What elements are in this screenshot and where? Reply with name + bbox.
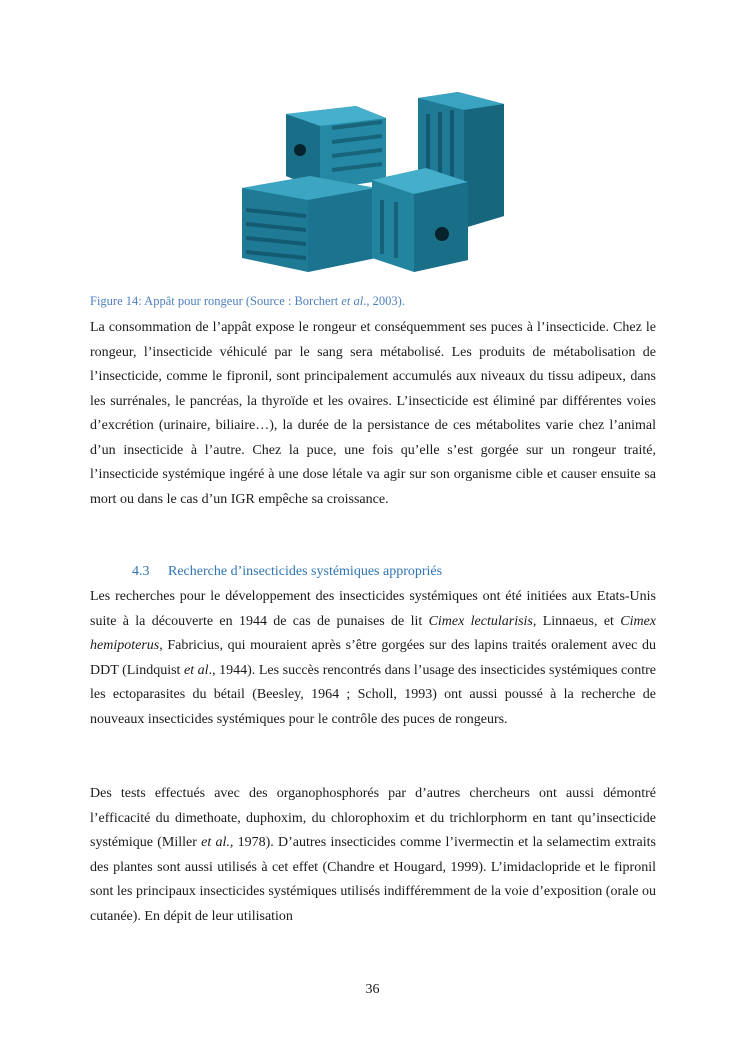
rodent-bait-blocks-image (236, 88, 508, 274)
caption-text: Figure 14: Appât pour rongeur (Source : Borchert (90, 294, 342, 308)
bait-block-back-left (286, 106, 386, 190)
species-name: Cimex hemipoterus (90, 613, 657, 653)
section-number: 4.3 (132, 564, 150, 579)
paragraph-3: Des tests effectués avec des organophosphorés par d’autres chercheurs ont aussi démontré l’efficacité du dimethoate, duphoxim, du chlorophoxim et du trichlorphorm en tant qu’insecticide systémique (Miller et al., 1978). D’autres insecticides comme l’ivermectin et la selamectim extraits des plantes sont aussi utilisés à cet effet (Chandre et Hougard, 1999). L’imidaclopride et le fipronil sont les principaux insecticides systémiques utilisés indifféremment de la voie d’exposition (orale ou cutanée). En dépit de leur utilisation (90, 786, 656, 924)
caption-text-end: ., 2003). (363, 294, 405, 308)
page-number: 36 (365, 982, 380, 997)
citation-italic: et al., (201, 835, 234, 850)
section-title: Recherche d’insecticides systémiques appropriés (168, 564, 443, 579)
citation-italic: et al (184, 662, 209, 678)
bait-block-front-left (242, 176, 376, 272)
species-name: Cimex lectularisis (428, 613, 533, 629)
paragraph-2: Les recherches pour le développement des insecticides systémiques ont été initiées aux Etats-Unis suite à la découverte en 1944 de cas de punaises de lit Cimex lectularisis, Linnaeus, et Cimex hemipoterus, Fabricius, qui mouraient après s’être gorgées sur des lapins traités oralement avec du DDT (Lindquist et al., 1944). Les succès rencontrés dans l’usage des insecticides systémiques contre les ectoparasites du bétail (Beesley, 1964 ; Scholl, 1993) ont aussi poussé à la recherche de nouveaux insecticides systémiques pour le contrôle des puces de rongeurs. (90, 589, 657, 727)
bait-block-front-right (372, 168, 468, 272)
paragraph-1: La consommation de l’appât expose le rongeur et conséquemment ses puces à l’insecticide. Chez le rongeur, l’insecticide véhiculé par le sang sera métabolisé. Les produits de métabolisation de l’insecticide, comme le fipronil, sont principalement accumulés aux niveaux du tissu adipeux, dans les surrénales, le pancréas, la thyroïde et les ovaires. L’insecticide est éliminé par différentes voies d’excrétion (urinaire, biliaire…), la durée de la persistance de ces métabolites varie chez l’animal d’un insecticide à l’autre. Chez la puce, une fois qu’elle s’est gorgée sur un rongeur traité, l’insecticide systémique ingéré à une dose létale va agir sur son organisme cible et causer ensuite sa mort ou dans le cas d’un IGR empêche sa croissance. (90, 320, 656, 507)
caption-italic: et al (341, 294, 364, 308)
section-heading (132, 560, 442, 584)
figure-caption (90, 293, 650, 309)
